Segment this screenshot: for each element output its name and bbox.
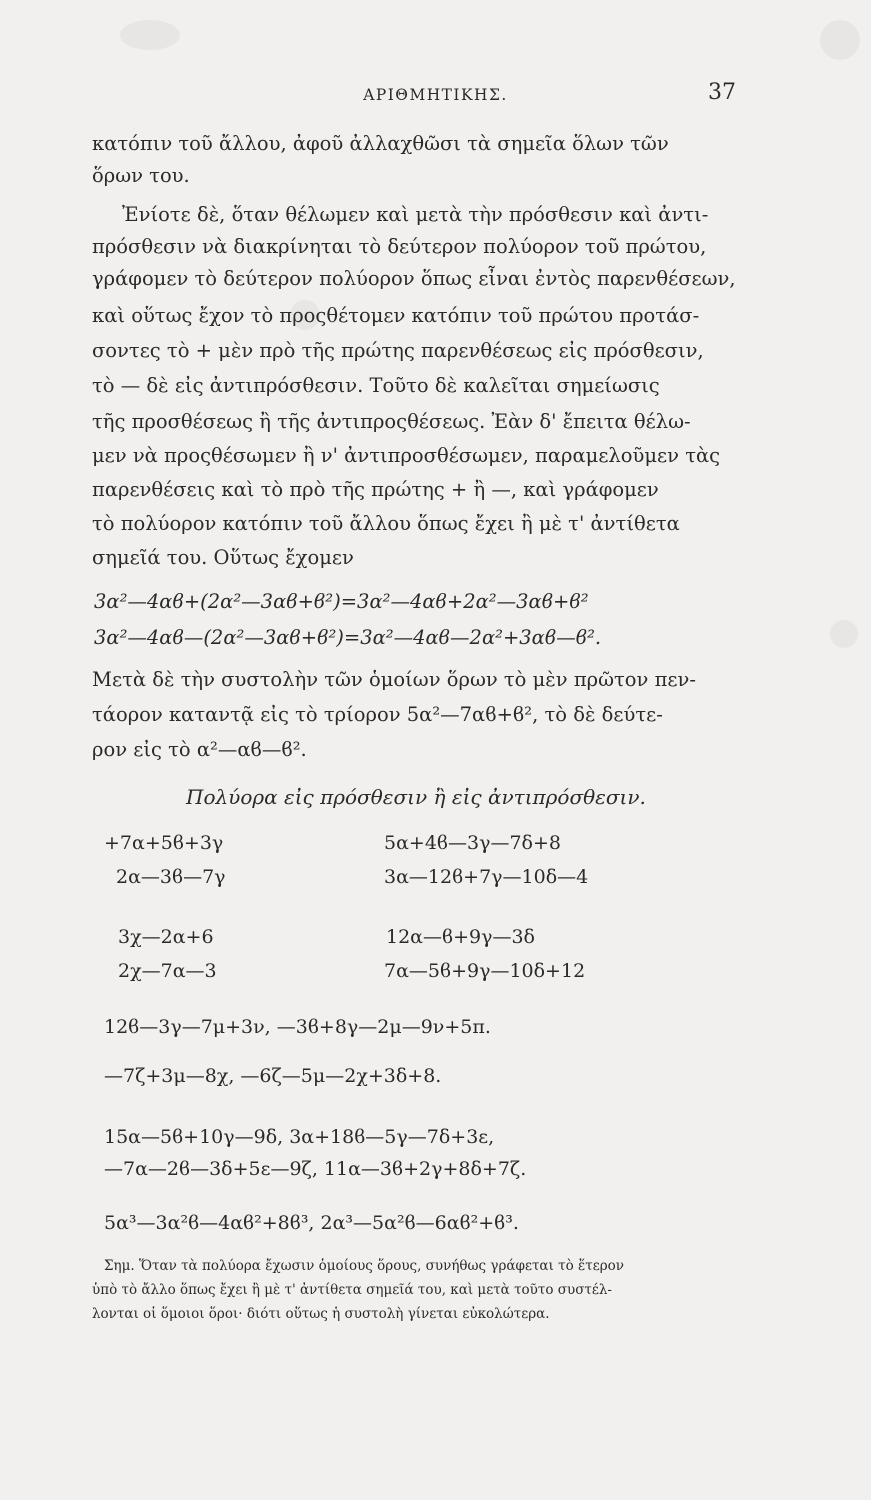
- text-line: τῆς προσθέσεως ἢ τῆς ἀντιπροςθέσεως. Ἐὰν δ' ἔπειτα θέλω-: [92, 410, 691, 433]
- exercise-line: 12ϐ—3γ—7μ+3ν, —3ϐ+8γ—2μ—9ν+5π.: [104, 1016, 491, 1038]
- text-line: μεν νὰ προςθέσωμεν ἢ ν' ἀντιπροσθέσωμεν, παραμελοῦμεν τὰς: [92, 444, 721, 467]
- text-line: σημεῖά του. Οὕτως ἔχομεν: [92, 546, 354, 569]
- exercise-left: 3χ—2α+6: [118, 926, 214, 948]
- equation: 3α²—4αϐ—(2α²—3αϐ+ϐ²)=3α²—4αϐ—2α²+3αϐ—ϐ².: [94, 626, 602, 649]
- exercise-left: 2χ—7α—3: [118, 960, 217, 982]
- text-line: καὶ οὕτως ἔχον τὸ προςθέτομεν κατόπιν τοῦ πρώτου προτάσ-: [92, 304, 700, 327]
- exercise-left: +7α+5ϐ+3γ: [104, 832, 224, 854]
- exercise-right: 5α+4ϐ—3γ—7δ+8: [384, 832, 561, 854]
- exercise-line: 5α³—3α²ϐ—4αϐ²+8ϐ³, 2α³—5α²ϐ—6αϐ²+ϐ³.: [104, 1212, 519, 1234]
- exercise-line: 15α—5ϐ+10γ—9δ, 3α+18ϐ—5γ—7δ+3ε,: [104, 1126, 495, 1148]
- footnote-line: λονται οἱ ὅμοιοι ὅροι· διότι οὕτως ἡ συστολὴ γίνεται εὐκολώτερα.: [92, 1306, 550, 1322]
- running-header: ΑΡΙΘΜΗΤΙΚΗΣ.: [363, 86, 508, 104]
- exercise-line: —7ζ+3μ—8χ, —6ζ—5μ—2χ+3δ+8.: [104, 1065, 442, 1087]
- page-number: 37: [708, 80, 736, 105]
- exercise-left: 2α—3ϐ—7γ: [116, 866, 226, 888]
- text-line: ρον εἰς τὸ α²—αϐ—ϐ².: [92, 738, 307, 761]
- exercise-right: 7α—5ϐ+9γ—10δ+12: [384, 960, 586, 982]
- text-line: τὸ πολύορον κατόπιν τοῦ ἄλλου ὅπως ἔχει ἢ μὲ τ' ἀντίθετα: [92, 512, 680, 535]
- text-line: ὅρων του.: [92, 164, 190, 187]
- exercise-line: —7α—2ϐ—3δ+5ε—9ζ, 11α—3ϐ+2γ+8δ+7ζ.: [104, 1158, 527, 1180]
- exercise-right: 12α—ϐ+9γ—3δ: [386, 926, 535, 948]
- text-line: Μετὰ δὲ τὴν συστολὴν τῶν ὁμοίων ὅρων τὸ μὲν πρῶτον πεν-: [92, 668, 696, 691]
- exercise-right: 3α—12ϐ+7γ—10δ—4: [384, 866, 589, 888]
- text-line: σοντες τὸ + μὲν πρὸ τῆς πρώτης παρενθέσεως εἰς πρόσθεσιν,: [92, 339, 704, 362]
- text-line: παρενθέσεις καὶ τὸ πρὸ τῆς πρώτης + ἢ —, καὶ γράφομεν: [92, 478, 659, 501]
- equation: 3α²—4αϐ+(2α²—3αϐ+ϐ²)=3α²—4αϐ+2α²—3αϐ+ϐ²: [94, 590, 589, 613]
- text-line: Ἐνίοτε δὲ, ὅταν θέλωμεν καὶ μετὰ τὴν πρόσθεσιν καὶ ἀντι-: [122, 203, 709, 226]
- paper-stain: [120, 20, 180, 50]
- text-line: γράφομεν τὸ δεύτερον πολύορον ὅπως εἶναι ἐντὸς παρενθέσεων,: [92, 267, 736, 290]
- text-line: τὸ — δὲ εἰς ἀντιπρόσθεσιν. Τοῦτο δὲ καλεῖται σημείωσις: [92, 374, 660, 397]
- text-line: τάορον καταντᾷ εἰς τὸ τρίορον 5α²—7αϐ+ϐ², τὸ δὲ δεύτε-: [92, 703, 663, 726]
- footnote-line: ὑπὸ τὸ ἄλλο ὅπως ἔχει ἢ μὲ τ' ἀντίθετα σημεῖά του, καὶ μετὰ τοῦτο συστέλ-: [92, 1282, 612, 1298]
- paper-stain: [820, 20, 860, 60]
- text-line: πρόσθεσιν νὰ διακρίνηται τὸ δεύτερον πολύορον τοῦ πρώτου,: [92, 235, 707, 258]
- section-title: Πολύορα εἰς πρόσθεσιν ἢ εἰς ἀντιπρόσθεσιν.: [186, 785, 646, 809]
- paper-stain: [830, 620, 858, 648]
- footnote-line: Σημ. Ὅταν τὰ πολύορα ἔχωσιν ὁμοίους ὅρους, συνήθως γράφεται τὸ ἕτερον: [104, 1258, 624, 1274]
- text-line: κατόπιν τοῦ ἄλλου, ἀφοῦ ἀλλαχθῶσι τὰ σημεῖα ὅλων τῶν: [92, 132, 669, 155]
